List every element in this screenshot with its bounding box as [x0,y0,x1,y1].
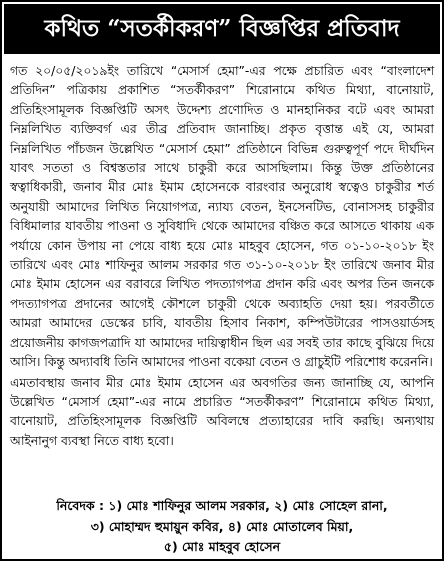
signatories-line-3: ৫) মোঃ মাহবুব হোসেন [163,539,281,554]
notice-body [10,62,434,452]
notice-paragraph-1: গত ২০/০৫/২০১৯ইং তারিখে “মেসার্স হেমা”-এর পক্ষে প্রচারিত এবং “বাংলাদেশ প্রতিদিন” পত্রিকায় প্রকাশিত “সতর্কীকরণ” শিরোনামে কথিত মিথ্যা, বানোয়াট, প্রতিহিংসামূলক বিজ্ঞপ্তিটি অসৎ উদ্দেশ্য প্রণোদিত ও মানহানিকর বটে এবং আমরা নিম্নলিখিত ব্যক্তিবর্গ এর তীব্র প্রতিবাদ জানাচ্ছি। প্রকৃত বৃত্তান্ত এই যে, আমরা নিম্নলিখিত পাঁচজন উল্লেখিত “মেসার্স হেমা” প্রতিষ্ঠানে বিভিন্ন গুরুত্বপূর্ণ পদে দীর্ঘদিন যাবৎ সততা ও বিশ্বস্ততার সাথে চাকুরী করে আসছিলাম। কিন্তু উক্ত প্রতিষ্ঠানের স্বত্বাধিকারী, জনাব মীর মোঃ ইমাম হোসেনকে বারংবার অনুরোধ স্বত্বেও চাকুরীর শর্ত অনুযায়ী আমাদের লিখিত নিয়োগপত্র, ন্যায্য বেতন, ইনসেনটিভ, বোনাসসহ চাকুরীর বিধিমালার যাবতীয় পাওনা ও সুবিধাদি থেকে আমাদের বঞ্চিত করে আসতে থাকায় এক পর্যায়ে কোন উপায় না পেয়ে বাধ্য হয়ে মোঃ মাহবুব হোসেন, গত ০১-১০-২০১৮ ইং তারিখে এবং মোঃ শাফিনুর আলম সরকার গত ৩১-১০-২০১৮ ইং তারিখে জনাব মীর মোঃ ইমাম হোসেন এর বরাবরে লিখিত পদত্যাগপত্র প্রদান করি এবং অপর তিন জনকে পদত্যাগপত্র প্রদানের আগেই কৌশলে চাকুরী থেকে অব্যাহতি দেয়া হয়। পরবর্তীতে আমরা আমাদের ডেস্কের চাবি, যাবতীয় হিসাব নিকাশ, কম্পিউটারের পাসওয়ার্ডসহ প্রয়োজনীয় কাগজপত্রাদি যা আমাদের দায়িত্বাধীন ছিল এর সবই তার কাছে বুঝিয়ে দিয়ে আসি। কিন্তু অদ্যাবধি তিনি আমাদের পাওনা বকেয়া বেতন ও গ্রাচুইটি পরিশোধ করেননি। [10,64,434,370]
signatories-block [10,496,434,558]
notice-paragraph-2: এমতাবস্থায় জনাব মীর মোঃ ইমাম হোসেন এর অবগতির জন্য জানাচ্ছি যে, আপনি উল্লেখিত “মেসার্স হেমা”-এর নামে প্রচারিত “সতর্কীকরণ” শিরোনামে কথিত মিথ্যা, বানোয়াট, প্রতিহিংসামূলক বিজ্ঞপ্তিটি অবিলম্বে প্রত্যাহারের দাবি করছি। অন্যথায় আইনানুগ ব্যবস্থা নিতে বাধ্য হবো। [10,375,434,448]
signatories-line-2: ৩) মোহাম্মদ হুমায়ুন কবির, ৪) মোঃ মোতালেব মিয়া, [90,518,354,534]
signatories-line-1: নিবেদক : ১) মোঃ শাফিনুর আলম সরকার, ২) মোঃ সোহেল রানা, [56,498,388,513]
notice-title: কথিত “সতর্কীকরণ” বিজ্ঞপ্তির প্রতিবাদ [4,4,440,54]
